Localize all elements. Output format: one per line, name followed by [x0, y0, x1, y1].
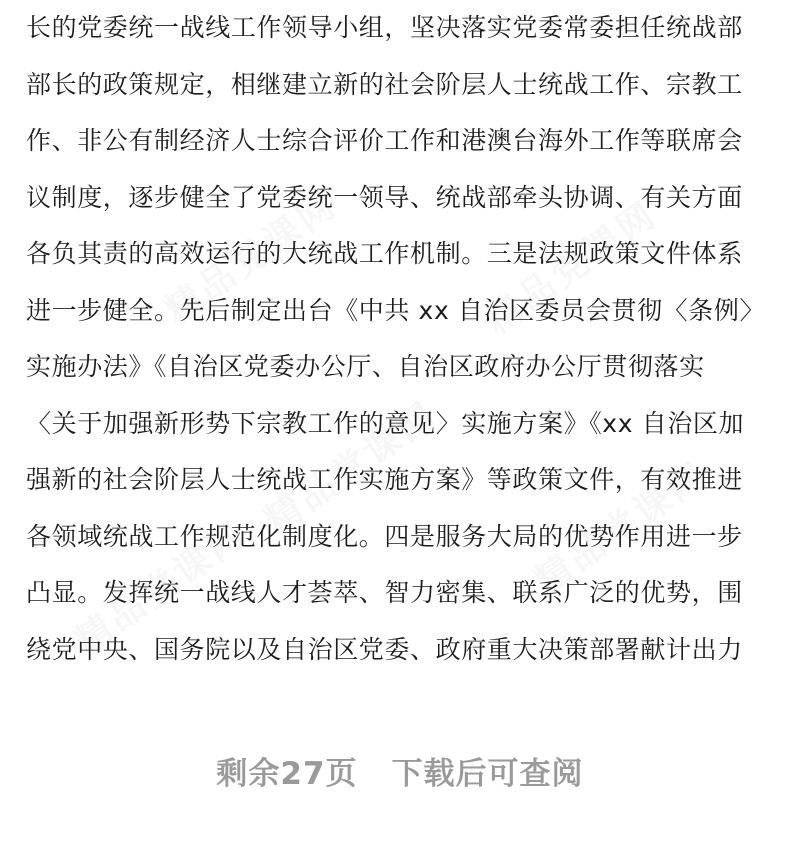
watermark: 精品党课网 [158, 183, 346, 333]
watermark: 精品党课网 [68, 513, 256, 663]
download-hint-label[interactable]: 下载后可查阅 [391, 756, 584, 792]
text-line: 各领域统战工作规范化制度化。四是服务大局的优势作用进一步 [26, 521, 743, 551]
text-line: 绕党中央、国务院以及自治区党委、政府重大决策部署献计出力 [26, 634, 743, 664]
text-line: 〈关于加强新形势下宗教工作的意见〉实施方案》《xx 自治区加 [26, 408, 745, 438]
text-line: 长的党委统一战线工作领导小组，坚决落实党委常委担任统战部 [26, 13, 743, 42]
text-line: 进一步健全。先后制定出台《中共 xx 自治区委员会贯彻〈条例〉 [26, 295, 766, 325]
remaining-pages-label[interactable]: 剩余27页 [216, 756, 358, 792]
text-line: 凸显。发挥统一战线人才荟萃、智力密集、联系广泛的优势，围 [26, 578, 743, 607]
text-line: 各负其责的高效运行的大统战工作机制。三是法规政策文件体系 [26, 239, 743, 268]
watermark: 精品党课网 [258, 393, 446, 543]
text-line: 部长的政策规定，相继建立新的社会阶层人士统战工作、宗教工 [26, 69, 743, 99]
document-body [26, 0, 778, 678]
text-line: 作、非公有制经济人士综合评价工作和港澳台海外工作等联席会 [26, 126, 743, 155]
watermark: 精品党课网 [528, 453, 716, 603]
text-line: 实施办法》《自治区党委办公厅、自治区政府办公厅贯彻落实 [26, 352, 705, 381]
text-line: 议制度，逐步健全了党委统一领导、统战部牵头协调、有关方面 [26, 182, 743, 212]
download-prompt[interactable] [0, 748, 800, 793]
watermark: 精品党课网 [478, 193, 666, 343]
text-line: 强新的社会阶层人士统战工作实施方案》等政策文件，有效推进 [26, 465, 743, 494]
